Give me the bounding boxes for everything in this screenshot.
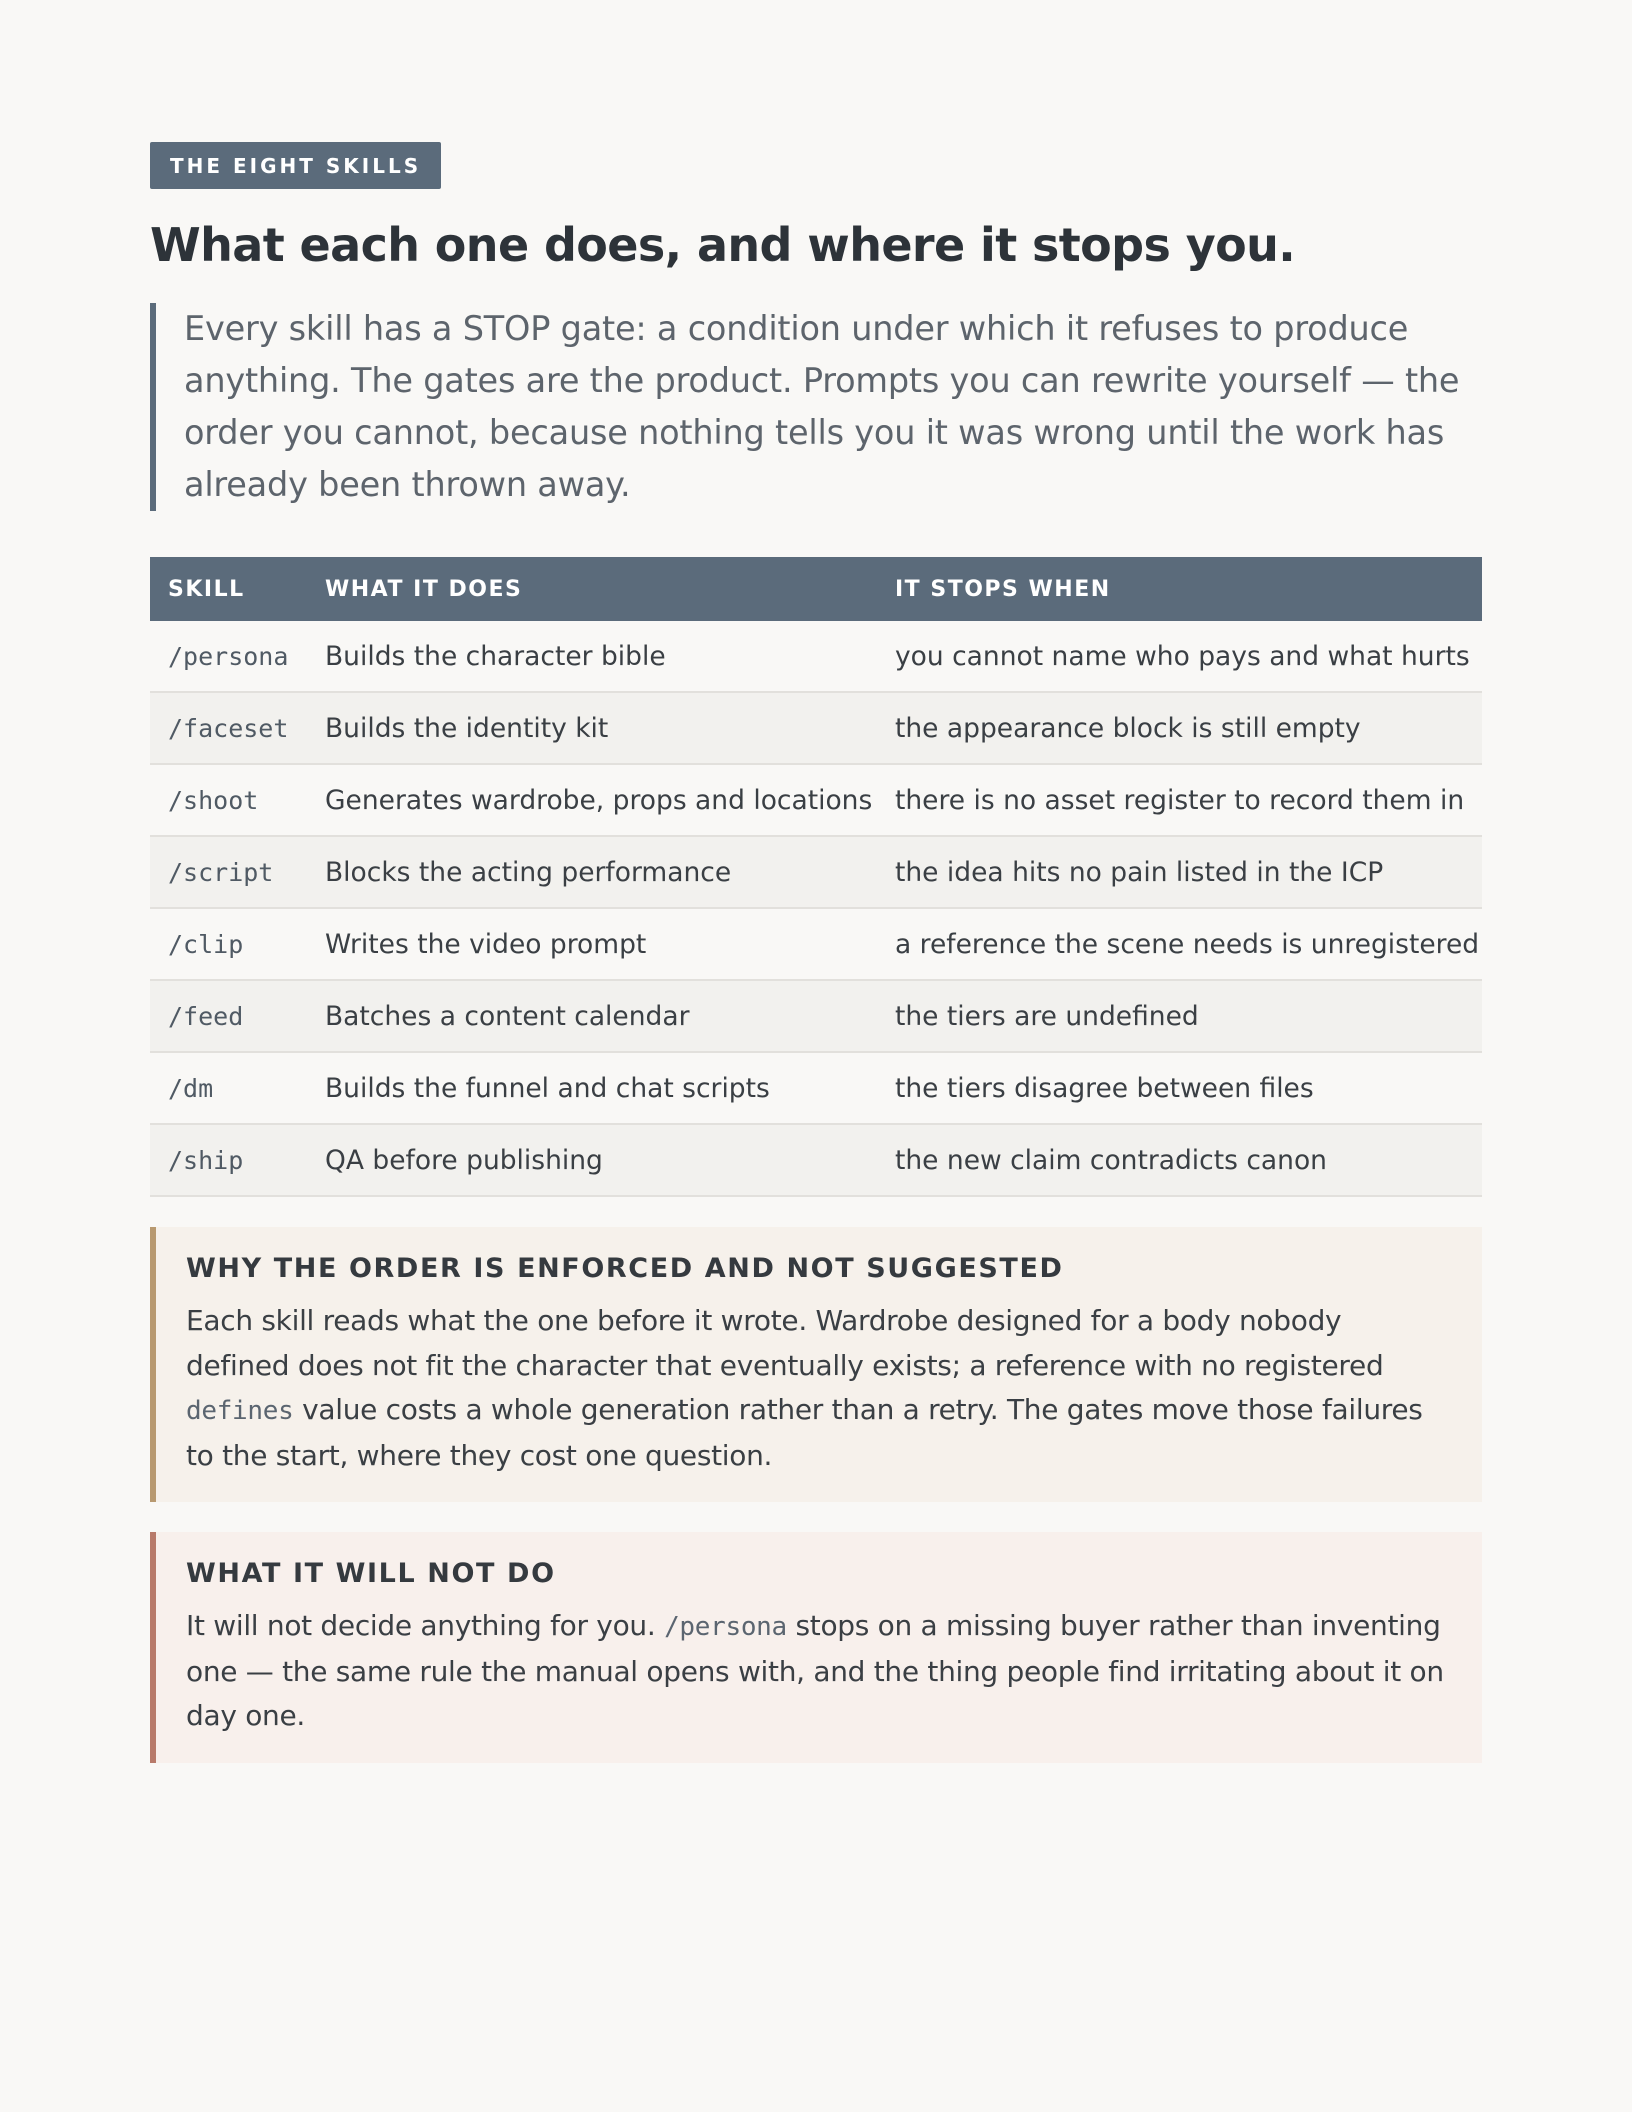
- skills-section: [150, 142, 1482, 1763]
- skill-stop-condition: the tiers disagree between files: [877, 1052, 1482, 1124]
- skill-stop-condition: there is no asset register to record them in: [877, 764, 1482, 836]
- skill-description: Blocks the acting performance: [307, 836, 877, 908]
- skill-description: Builds the identity kit: [307, 692, 877, 764]
- callout-body: [186, 1604, 1448, 1739]
- table-row: [150, 764, 1482, 836]
- skills-table: [150, 557, 1482, 1197]
- skill-description: Writes the video prompt: [307, 908, 877, 980]
- skill-command: /ship: [150, 1124, 307, 1196]
- inline-code: /persona: [664, 1612, 787, 1642]
- skill-command: /script: [150, 836, 307, 908]
- callout-text: It will not decide anything for you.: [186, 1609, 665, 1642]
- callout-title: WHY THE ORDER IS ENFORCED AND NOT SUGGESTED: [186, 1253, 1064, 1284]
- table-row: [150, 621, 1482, 692]
- table-row: [150, 692, 1482, 764]
- skill-command: /faceset: [150, 692, 307, 764]
- inline-code: defines: [186, 1396, 294, 1426]
- page-title: What each one does, and where it stops you.: [150, 218, 1296, 272]
- table-row: [150, 908, 1482, 980]
- skill-description: Builds the character bible: [307, 621, 877, 692]
- skill-stop-condition: the appearance block is still empty: [877, 692, 1482, 764]
- callout-text: value costs a whole generation rather than a retry. The gates move those failures to the start, where they cost one question.: [186, 1393, 1423, 1472]
- skill-stop-condition: the tiers are undefined: [877, 980, 1482, 1052]
- skill-command: /persona: [150, 621, 307, 692]
- skill-command: /feed: [150, 980, 307, 1052]
- skill-description: Builds the funnel and chat scripts: [307, 1052, 877, 1124]
- skill-command: /dm: [150, 1052, 307, 1124]
- skill-description: QA before publishing: [307, 1124, 877, 1196]
- table-row: [150, 980, 1482, 1052]
- callout-text: stops on a missing buyer rather than inventing one — the same rule the manual opens with, and the thing people find irritating about it on day one.: [186, 1609, 1444, 1732]
- skill-stop-condition: you cannot name who pays and what hurts: [877, 621, 1482, 692]
- header-what-it-does: WHAT IT DOES: [307, 557, 877, 621]
- will-not-do-callout: [150, 1532, 1482, 1763]
- callout-title: WHAT IT WILL NOT DO: [186, 1558, 556, 1589]
- header-skill: SKILL: [150, 557, 307, 621]
- skill-stop-condition: a reference the scene needs is unregistered: [877, 908, 1482, 980]
- intro-quote: Every skill has a STOP gate: a condition under which it refuses to produce anything. The gates are the product. Prompts you can rewrite yourself — the order you cannot, because nothing tells you it was wrong until the work has already been thrown away.: [150, 303, 1482, 511]
- header-it-stops-when: IT STOPS WHEN: [877, 557, 1482, 621]
- table-header-row: [150, 557, 1482, 621]
- table-row: [150, 1124, 1482, 1196]
- skill-command: /shoot: [150, 764, 307, 836]
- order-enforced-callout: [150, 1227, 1482, 1502]
- skill-description: Batches a content calendar: [307, 980, 877, 1052]
- skill-stop-condition: the new claim contradicts canon: [877, 1124, 1482, 1196]
- skill-description: Generates wardrobe, props and locations: [307, 764, 877, 836]
- table-row: [150, 1052, 1482, 1124]
- table-row: [150, 836, 1482, 908]
- skill-stop-condition: the idea hits no pain listed in the ICP: [877, 836, 1482, 908]
- callout-body: [186, 1299, 1448, 1478]
- skill-command: /clip: [150, 908, 307, 980]
- section-label: THE EIGHT SKILLS: [150, 142, 441, 189]
- callout-text: Each skill reads what the one before it wrote. Wardrobe designed for a body nobody defined does not fit the character that eventually exists; a reference with no registered: [186, 1304, 1384, 1382]
